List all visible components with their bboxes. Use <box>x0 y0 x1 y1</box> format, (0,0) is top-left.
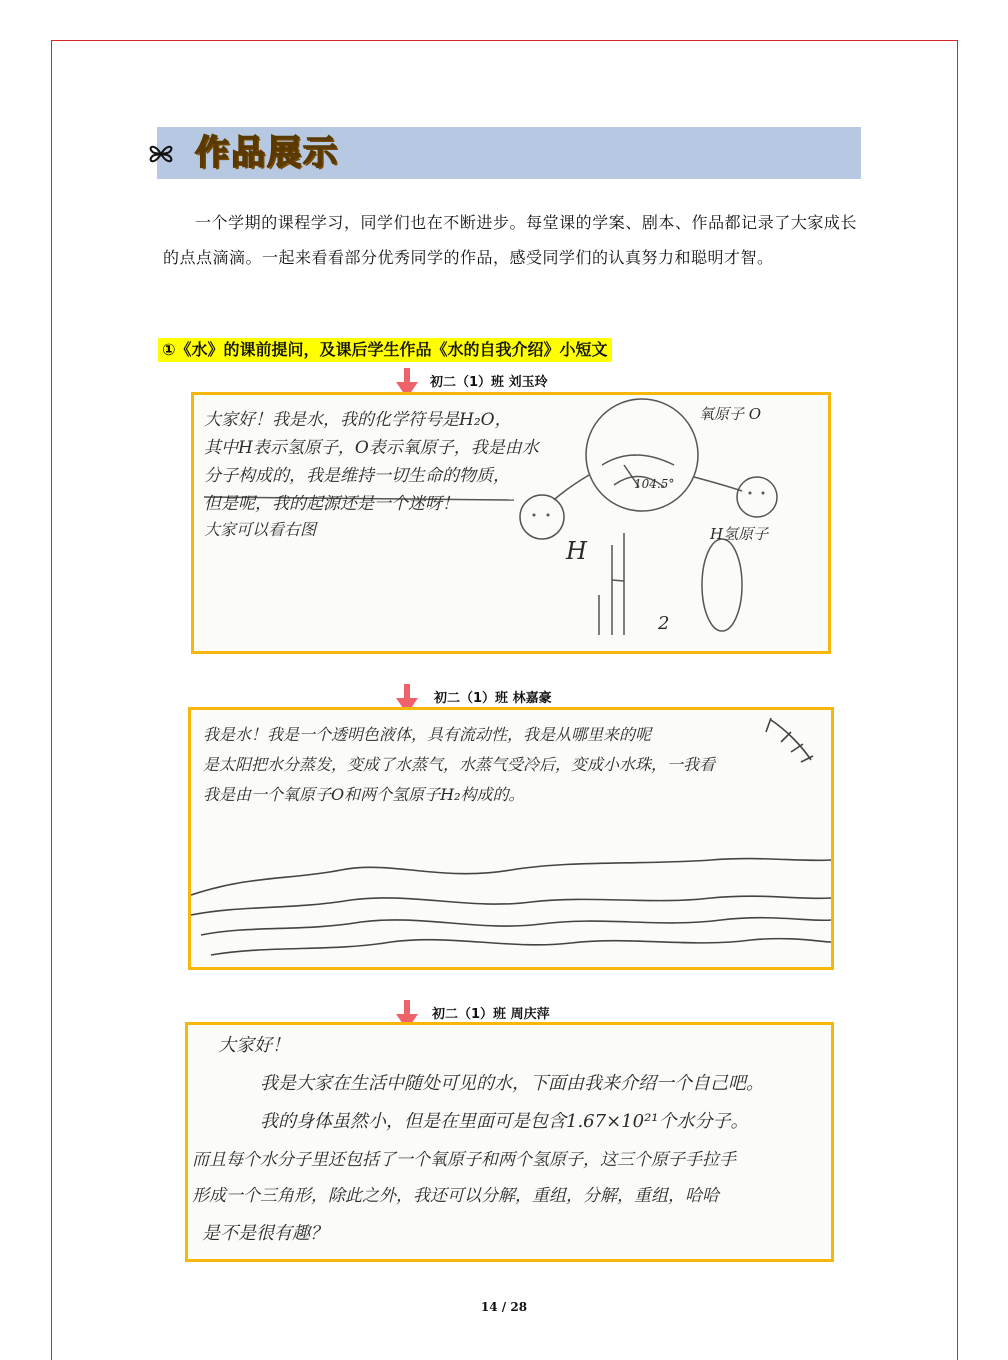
handwritten-line: 我是水！我是一个透明色液体，具有流动性，我是从哪里来的呢 <box>203 725 652 744</box>
section-title: ①《水》的课前提问，及课后学生作品《水的自我介绍》小短文 <box>158 338 612 362</box>
handwritten-line: 形成一个三角形，除此之外，我还可以分解，重组，分解，重组，哈哈 <box>192 1186 719 1206</box>
sea-waves-drawing <box>191 710 831 967</box>
handwritten-line: 我是大家在生活中随处可见的水，下面由我来介绍一个自己吧。 <box>260 1073 764 1094</box>
student-work-1 <box>191 392 831 654</box>
page-title: 作品展示 <box>195 133 339 173</box>
oxygen-label: 氧原子 O <box>699 405 762 423</box>
handwritten-line: 大家可以看右图 <box>204 520 317 539</box>
handwritten-line: 大家好！ <box>218 1035 290 1056</box>
handwritten-line: 是不是很有趣？ <box>202 1223 328 1244</box>
handwritten-line: 是太阳把水分蒸发，变成了水蒸气，水蒸气受冷后，变成小水珠，一我看 <box>203 755 716 774</box>
work-caption-2: 初二（1）班 林嘉豪 <box>434 691 552 706</box>
handwritten-line: 我的身体虽然小，但是在里面可是包含1.67×10²¹个水分子。 <box>260 1111 749 1132</box>
intro-paragraph: 一个学期的课程学习，同学们也在不断进步。每堂课的学案、剧本、作品都记录了大家成长的点点滴滴。一起来看看部分优秀同学的作品，感受同学们的认真努力和聪明才智。 <box>163 213 857 267</box>
work-caption-1: 初二（1）班 刘玉玲 <box>430 375 548 390</box>
work-caption-3: 初二（1）班 周庆萍 <box>432 1007 550 1022</box>
angle-label: 104.5° <box>634 477 675 491</box>
student-work-2 <box>188 707 834 970</box>
handwritten-line: 而且每个水分子里还包括了一个氧原子和两个氢原子，这三个原子手拉手 <box>192 1150 736 1170</box>
handwritten-line: 其中H表示氢原子，O表示氧原子，我是由水 <box>204 438 539 458</box>
student-work-3 <box>185 1022 834 1262</box>
formula-2-label: 2 <box>658 613 670 634</box>
handwritten-line: 分子构成的，我是维持一切生命的物质， <box>204 466 510 486</box>
handwritten-line: 大家好！我是水，我的化学符号是H₂O， <box>204 410 512 430</box>
hydrogen-label: H氢原子 <box>710 525 769 543</box>
handwritten-line: 但是呢，我的起源还是一个迷呀！ <box>204 494 459 514</box>
handwritten-line: 我是由一个氧原子O和两个氢原子H₂构成的。 <box>203 785 525 804</box>
page-number: 14 / 28 <box>480 1300 528 1314</box>
flower-bullet-icon <box>147 140 175 168</box>
left-h-label: H <box>566 537 587 565</box>
